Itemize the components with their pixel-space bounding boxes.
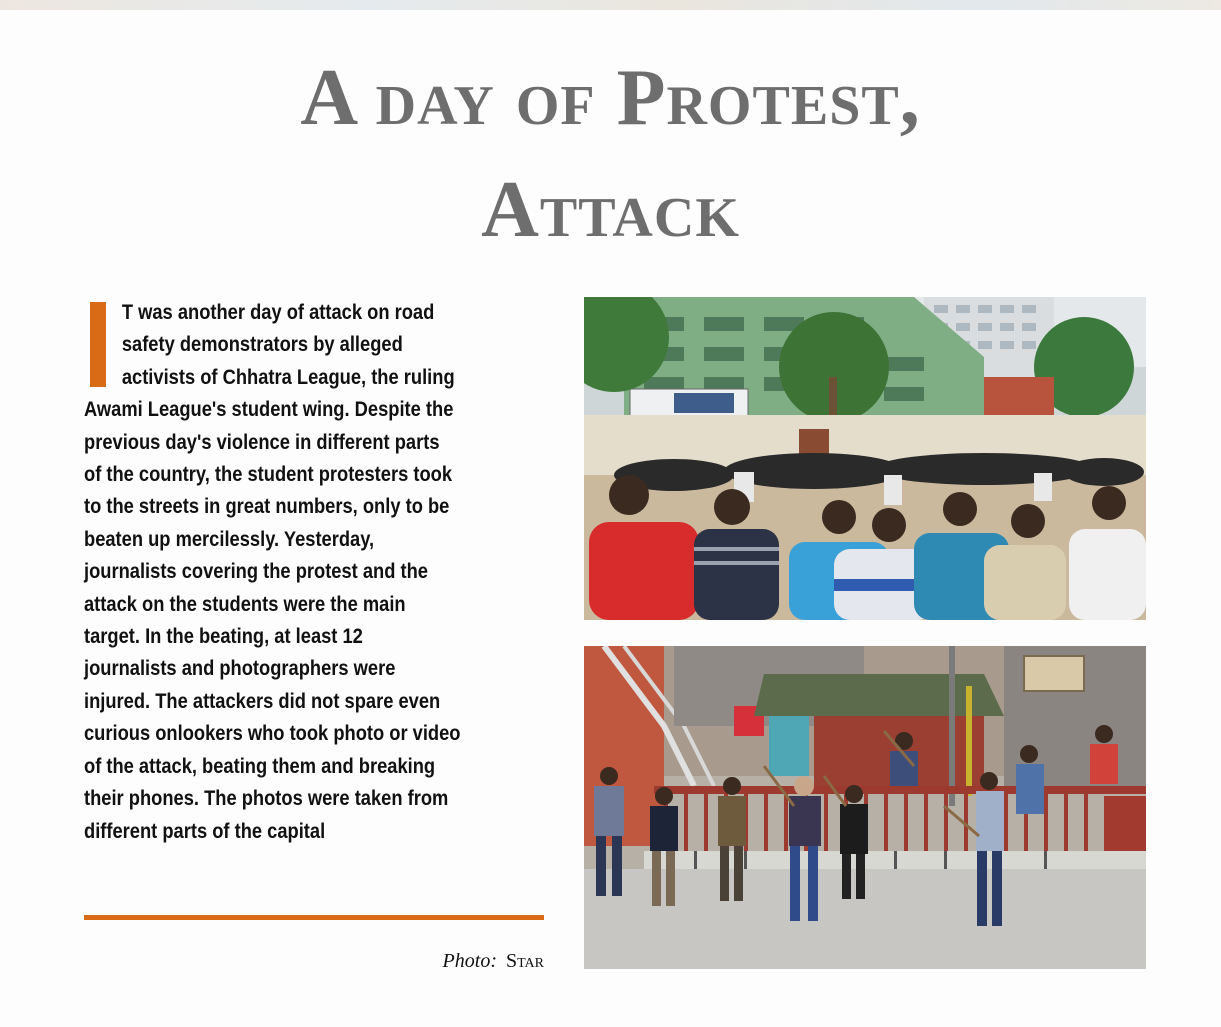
top-strip	[0, 0, 1221, 10]
article-line: safety demonstrators by alleged	[121, 332, 403, 357]
photo-credit	[380, 950, 544, 973]
headline-line-2: Attack	[481, 166, 740, 254]
street-attack-photo	[584, 646, 1146, 969]
article-line: curious onlookers who took photo or video	[84, 721, 461, 746]
article-line: activists of Chhatra League, the ruling	[121, 364, 455, 389]
protest-crowd-photo	[584, 297, 1146, 620]
photo-credit-source: Star	[505, 950, 544, 972]
article-line: beaten up mercilessly. Yesterday,	[84, 526, 375, 551]
article-body	[84, 296, 488, 847]
article-line: their phones. The photos were taken from	[84, 786, 449, 811]
article-line: to the streets in great numbers, only to be	[84, 494, 450, 519]
article-line: journalists and photographers were	[84, 656, 396, 681]
article-line: injured. The attackers did not spare even	[84, 688, 441, 713]
headline	[0, 42, 1221, 266]
article-line: Awami League's student wing. Despite the	[84, 397, 454, 422]
photo-credit-prefix: Photo:	[442, 950, 497, 972]
article-line: of the attack, beating them and breaking	[84, 753, 436, 778]
article-line: different parts of the capital	[84, 818, 326, 843]
orange-rule	[84, 915, 544, 920]
headline-line-1: A day of Protest,	[300, 54, 921, 142]
article-line: target. In the beating, at least 12	[84, 624, 363, 649]
article-line: journalists covering the protest and the	[84, 559, 428, 584]
article-line: previous day's violence in different parts	[84, 429, 440, 454]
article-line: attack on the students were the main	[84, 591, 406, 616]
article-line: of the country, the student protesters took	[84, 462, 453, 487]
article-line: T was another day of attack on road	[121, 300, 435, 324]
